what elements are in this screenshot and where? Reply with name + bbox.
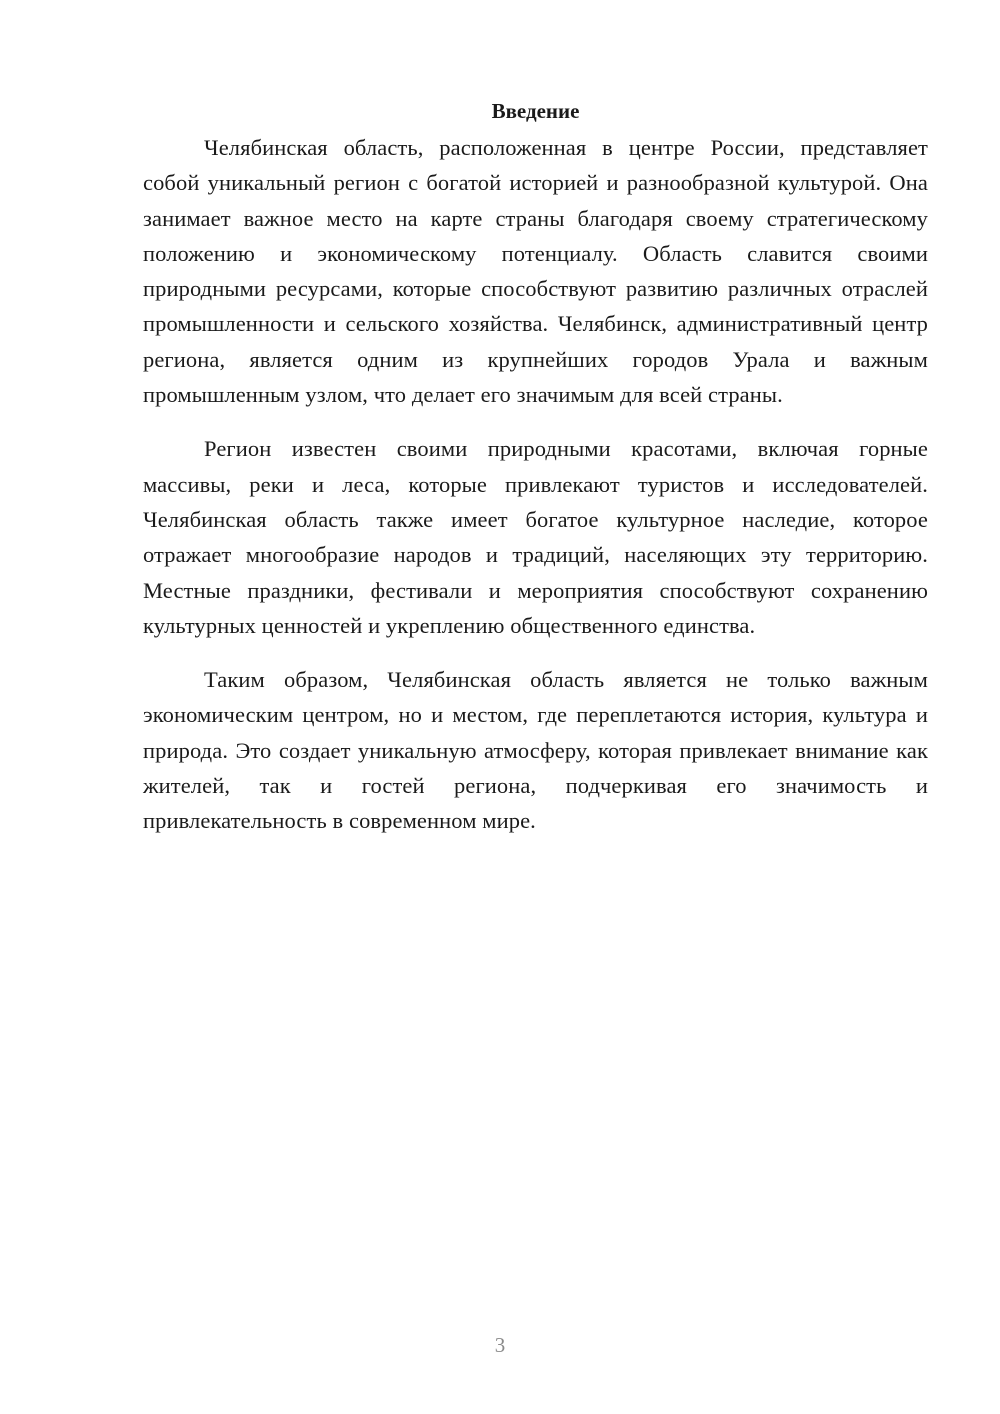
paragraph-3: Таким образом, Челябинская область является не только важным экономическим центром, но и местом, где переплетаются история, культура и природа. Это создает уникальную атмосферу, которая привлекает внимание как жителей, так и гостей региона, подчеркивая его значимость и привлекательность в современном мире.: [143, 667, 928, 834]
document-body: [143, 96, 928, 858]
paragraph-1: Челябинская область, расположенная в центре России, представляет собой уникальный регион с богатой историей и разнообразной культурой. Она занимает важное место на карте страны благодаря своему стратегическому положению и экономическому потенциалу. Область славится своими природными ресурсами, которые способствуют развитию различных отраслей промышленности и сельского хозяйства. Челябинск, административный центр региона, является одним из крупнейших городов Урала и важным промышленным узлом, что делает его значимым для всей страны.: [143, 135, 928, 408]
page-number: 3: [494, 1333, 506, 1357]
section-title: Введение: [491, 99, 580, 123]
paragraph-2: Регион известен своими природными красотами, включая горные массивы, реки и леса, которые привлекают туристов и исследователей. Челябинская область также имеет богатое культурное наследие, которое отражает многообразие народов и традиций, населяющих эту территорию. Местные праздники, фестивали и мероприятия способствуют сохранению культурных ценностей и укреплению общественного единства.: [143, 436, 928, 638]
